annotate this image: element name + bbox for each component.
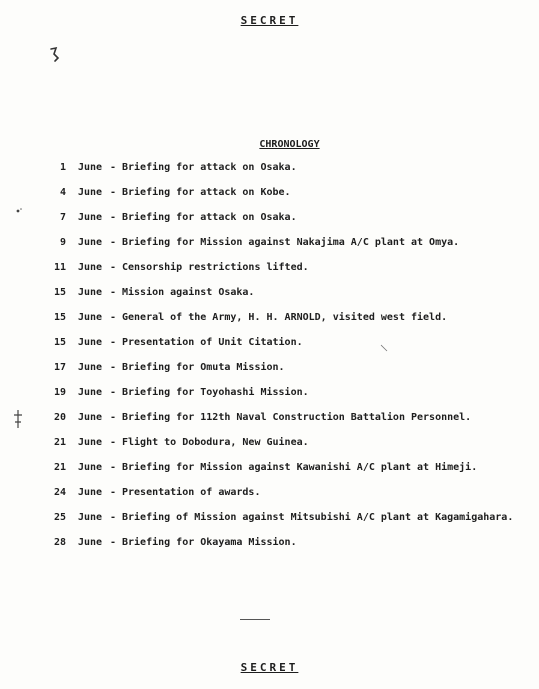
margin-speck-icon bbox=[14, 206, 24, 216]
entry-dash: - bbox=[110, 362, 117, 373]
entry-dash: - bbox=[110, 162, 117, 173]
entry-dash: - bbox=[110, 462, 117, 473]
list-item bbox=[0, 537, 539, 562]
entry-day: 15 bbox=[53, 312, 66, 323]
punch-mark-icon bbox=[12, 408, 24, 430]
entry-month: June bbox=[78, 312, 103, 323]
entry-dash: - bbox=[110, 287, 117, 298]
entry-month: June bbox=[78, 512, 103, 523]
entry-text: Briefing of Mission against Mitsubishi A/C plant at Kagamigahara. bbox=[122, 512, 514, 523]
list-item bbox=[0, 237, 539, 262]
entry-month: June bbox=[78, 487, 103, 498]
entry-month: June bbox=[78, 187, 103, 198]
entry-text: Flight to Dobodura, New Guinea. bbox=[122, 437, 309, 448]
entry-dash: - bbox=[110, 312, 117, 323]
entry-month: June bbox=[78, 237, 103, 248]
entry-text: Presentation of awards. bbox=[122, 487, 261, 498]
entry-day: 15 bbox=[53, 287, 66, 298]
list-item bbox=[0, 387, 539, 412]
entry-text: Presentation of Unit Citation. bbox=[122, 337, 303, 348]
list-item bbox=[0, 362, 539, 387]
classification-footer: SECRET bbox=[240, 661, 299, 674]
entry-month: June bbox=[78, 387, 103, 398]
entry-month: June bbox=[78, 462, 103, 473]
entry-day: 7 bbox=[59, 212, 66, 223]
entry-text: Censorship restrictions lifted. bbox=[122, 262, 309, 273]
entry-text: Briefing for attack on Osaka. bbox=[122, 162, 297, 173]
list-item bbox=[0, 437, 539, 462]
entry-day: 11 bbox=[53, 262, 66, 273]
page-title: CHRONOLOGY bbox=[259, 139, 320, 150]
divider bbox=[240, 619, 270, 620]
entry-month: June bbox=[78, 437, 103, 448]
handwritten-mark-icon bbox=[48, 46, 64, 64]
entry-day: 4 bbox=[59, 187, 66, 198]
entry-dash: - bbox=[110, 537, 117, 548]
entry-text: Briefing for Omuta Mission. bbox=[122, 362, 285, 373]
entry-day: 20 bbox=[53, 412, 66, 423]
list-item bbox=[0, 512, 539, 537]
entry-month: June bbox=[78, 362, 103, 373]
entry-day: 21 bbox=[53, 437, 66, 448]
list-item bbox=[0, 262, 539, 287]
list-item bbox=[0, 412, 539, 437]
entry-day: 9 bbox=[59, 237, 66, 248]
entry-month: June bbox=[78, 212, 103, 223]
list-item bbox=[0, 212, 539, 237]
entry-dash: - bbox=[110, 187, 117, 198]
entry-text: Briefing for attack on Kobe. bbox=[122, 187, 291, 198]
entry-day: 17 bbox=[53, 362, 66, 373]
entry-month: June bbox=[78, 262, 103, 273]
entry-text: Briefing for Toyohashi Mission. bbox=[122, 387, 309, 398]
list-item bbox=[0, 462, 539, 487]
entry-month: June bbox=[78, 412, 103, 423]
entry-dash: - bbox=[110, 512, 117, 523]
entry-day: 15 bbox=[53, 337, 66, 348]
entry-day: 19 bbox=[53, 387, 66, 398]
entry-dash: - bbox=[110, 337, 117, 348]
entry-text: Briefing for attack on Osaka. bbox=[122, 212, 297, 223]
entry-day: 1 bbox=[59, 162, 66, 173]
entry-month: June bbox=[78, 287, 103, 298]
entry-month: June bbox=[78, 337, 103, 348]
chronology-list bbox=[0, 162, 539, 562]
entry-dash: - bbox=[110, 412, 117, 423]
entry-text: Mission against Osaka. bbox=[122, 287, 255, 298]
list-item bbox=[0, 187, 539, 212]
entry-text: General of the Army, H. H. ARNOLD, visited west field. bbox=[122, 312, 448, 323]
entry-day: 21 bbox=[53, 462, 66, 473]
stray-tick-icon bbox=[380, 344, 388, 352]
entry-day: 28 bbox=[53, 537, 66, 548]
entry-dash: - bbox=[110, 262, 117, 273]
list-item bbox=[0, 312, 539, 337]
list-item bbox=[0, 337, 539, 362]
entry-dash: - bbox=[110, 212, 117, 223]
entry-dash: - bbox=[110, 437, 117, 448]
entry-text: Briefing for Mission against Kawanishi A/C plant at Himeji. bbox=[122, 462, 478, 473]
list-item bbox=[0, 162, 539, 187]
entry-day: 24 bbox=[53, 487, 66, 498]
entry-dash: - bbox=[110, 387, 117, 398]
list-item bbox=[0, 487, 539, 512]
entry-text: Briefing for Mission against Nakajima A/C plant at Omya. bbox=[122, 237, 460, 248]
list-item bbox=[0, 287, 539, 312]
entry-text: Briefing for 112th Naval Construction Battalion Personnel. bbox=[122, 412, 472, 423]
entry-dash: - bbox=[110, 237, 117, 248]
entry-month: June bbox=[78, 537, 103, 548]
classification-header: SECRET bbox=[240, 14, 299, 27]
entry-dash: - bbox=[110, 487, 117, 498]
entry-day: 25 bbox=[53, 512, 66, 523]
entry-month: June bbox=[78, 162, 103, 173]
entry-text: Briefing for Okayama Mission. bbox=[122, 537, 297, 548]
